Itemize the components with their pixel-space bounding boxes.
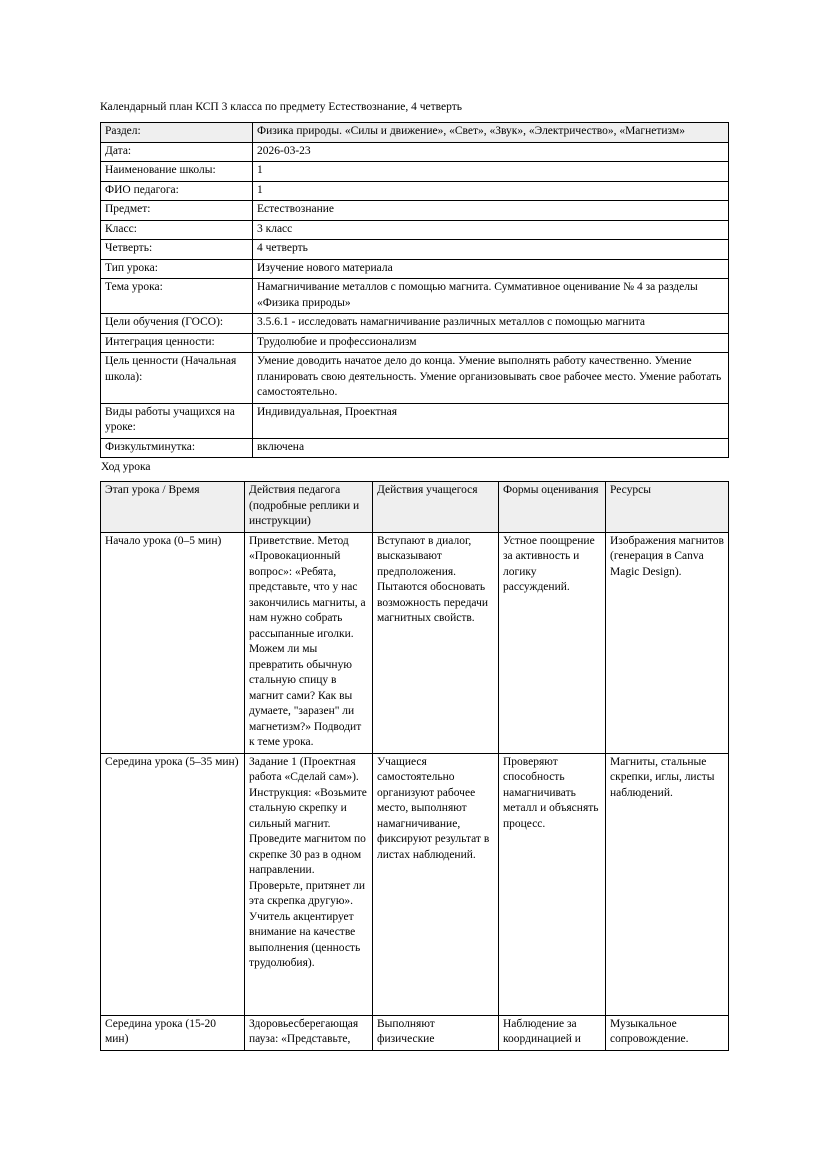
info-label: Физкультминутка: <box>101 438 253 458</box>
column-header-resources: Ресурсы <box>606 482 729 533</box>
info-value: Естествознание <box>253 201 729 221</box>
table-row <box>101 162 729 182</box>
column-header-teacher-actions: Действия педагога (подробные реплики и инструкции) <box>245 482 373 533</box>
table-row <box>101 753 729 1015</box>
info-value: 1 <box>253 162 729 182</box>
table-row <box>101 403 729 438</box>
table-row <box>101 142 729 162</box>
cell-assessment: Наблюдение за координацией и <box>499 1015 606 1050</box>
column-header-student-actions: Действия учащегося <box>373 482 499 533</box>
info-value: Умение доводить начатое дело до конца. Умение выполнять работу качественно. Умение планировать свою деятельность. Умение организовывать свое рабочее место. Умение работать самостоятельно. <box>253 353 729 404</box>
cell-student-actions: Вступают в диалог, высказывают предположения. Пытаются обосновать возможность передачи магнитных свойств. <box>373 532 499 753</box>
table-row <box>101 181 729 201</box>
cell-resources: Изображения магнитов (генерация в Canva Magic Design). <box>606 532 729 753</box>
column-header-assessment: Формы оценивания <box>499 482 606 533</box>
info-label: Виды работы учащихся на уроке: <box>101 403 253 438</box>
lesson-flow-table <box>100 481 729 1051</box>
table-row <box>101 259 729 279</box>
table-row <box>101 438 729 458</box>
lesson-info-table <box>100 122 729 458</box>
table-header-row <box>101 482 729 533</box>
info-value: Намагничивание металлов с помощью магнита. Суммативное оценивание № 4 за разделы «Физика природы» <box>253 279 729 314</box>
info-value: 3 класс <box>253 220 729 240</box>
cell-teacher-actions: Здоровьесберегающая пауза: «Представьте, <box>245 1015 373 1050</box>
column-header-stage: Этап урока / Время <box>101 482 245 533</box>
info-label: Наименование школы: <box>101 162 253 182</box>
info-label: Интеграция ценности: <box>101 333 253 353</box>
page-title: Календарный план КСП 3 класса по предмету Естествознание, 4 четверть <box>100 101 462 113</box>
cell-teacher-actions: Задание 1 (Проектная работа «Сделай сам»). Инструкция: «Возьмите стальную скрепку и сильный магнит. Проведите магнитом по скрепке 30 раз в одном направлении. Проверьте, притянет ли эта скрепка другую». Учитель акцентирует внимание на качестве выполнения (ценность трудолюбия). <box>245 753 373 1015</box>
info-label: Четверть: <box>101 240 253 260</box>
info-value: 2026-03-23 <box>253 142 729 162</box>
table-row <box>101 220 729 240</box>
info-value: Трудолюбие и профессионализм <box>253 333 729 353</box>
cell-teacher-actions: Приветствие. Метод «Провокационный вопрос»: «Ребята, представьте, что у нас закончились магниты, а нам нужно собрать рассыпанные иголки. Можем ли мы превратить обычную стальную спицу в магнит сами? Как вы думаете, "заразен" ли магнетизм?» Подводит к теме урока. <box>245 532 373 753</box>
info-label: Цели обучения (ГОСО): <box>101 314 253 334</box>
info-value: 1 <box>253 181 729 201</box>
table-row <box>101 333 729 353</box>
info-value: включена <box>253 438 729 458</box>
table-row <box>101 123 729 143</box>
table-row <box>101 1015 729 1050</box>
info-label: Класс: <box>101 220 253 240</box>
info-label: ФИО педагога: <box>101 181 253 201</box>
cell-stage: Середина урока (15-20 мин) <box>101 1015 245 1050</box>
cell-assessment: Проверяют способность намагничивать металл и объяснять процесс. <box>499 753 606 1015</box>
table-row <box>101 353 729 404</box>
info-label: Дата: <box>101 142 253 162</box>
cell-assessment: Устное поощрение за активность и логику рассуждений. <box>499 532 606 753</box>
table-row <box>101 279 729 314</box>
info-value: Индивидуальная, Проектная <box>253 403 729 438</box>
cell-resources: Магниты, стальные скрепки, иглы, листы наблюдений. <box>606 753 729 1015</box>
info-label: Цель ценности (Начальная школа): <box>101 353 253 404</box>
info-label: Тип урока: <box>101 259 253 279</box>
cell-stage: Начало урока (0–5 мин) <box>101 532 245 753</box>
table-row <box>101 532 729 753</box>
info-label: Тема урока: <box>101 279 253 314</box>
cell-resources: Музыкальное сопровождение. <box>606 1015 729 1050</box>
info-value: Изучение нового материала <box>253 259 729 279</box>
section-caption-lesson-flow: Ход урока <box>101 461 151 473</box>
cell-student-actions: Учащиеся самостоятельно организуют рабочее место, выполняют намагничивание, фиксируют результат в листах наблюдений. <box>373 753 499 1015</box>
table-row <box>101 240 729 260</box>
info-value: 3.5.6.1 - исследовать намагничивание различных металлов с помощью магнита <box>253 314 729 334</box>
info-label: Предмет: <box>101 201 253 221</box>
cell-stage: Середина урока (5–35 мин) <box>101 753 245 1015</box>
info-value: 4 четверть <box>253 240 729 260</box>
cell-student-actions: Выполняют физические <box>373 1015 499 1050</box>
info-value: Физика природы. «Силы и движение», «Свет», «Звук», «Электричество», «Магнетизм» <box>253 123 729 143</box>
table-row <box>101 201 729 221</box>
table-row <box>101 314 729 334</box>
info-label: Раздел: <box>101 123 253 143</box>
